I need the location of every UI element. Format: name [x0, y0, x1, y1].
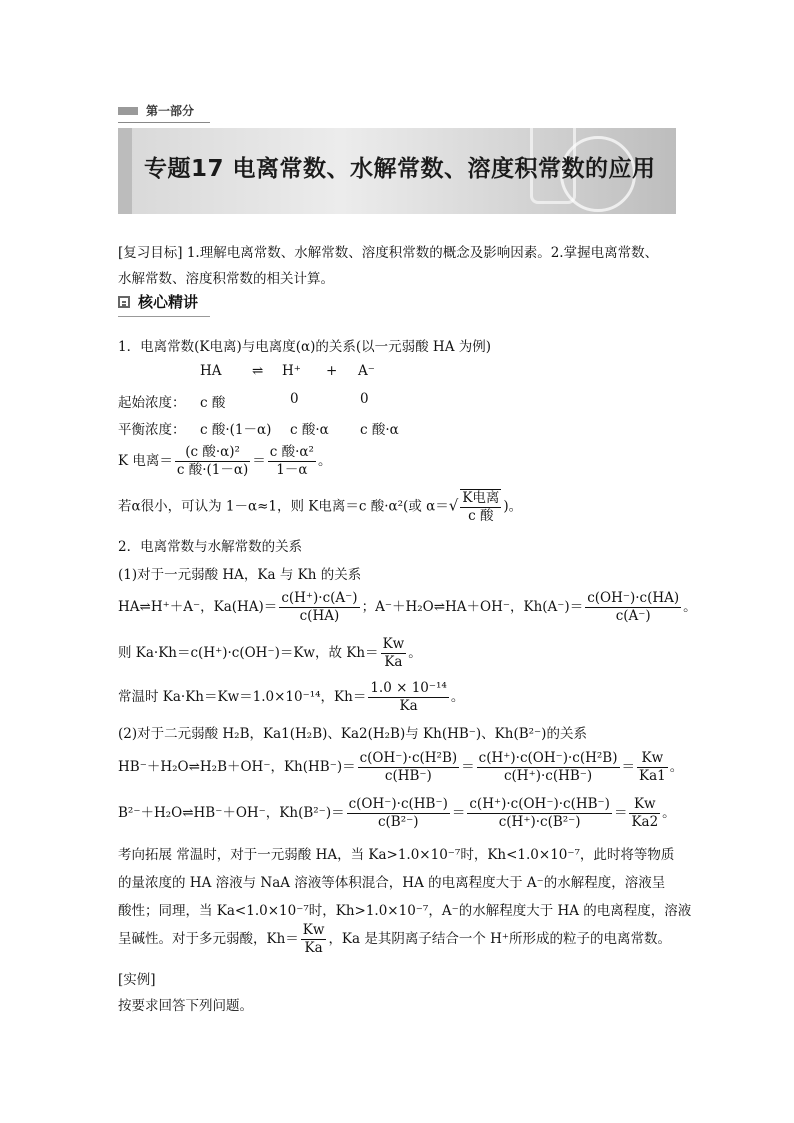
r2-den: Ka: [384, 654, 403, 670]
approx-line: [118, 489, 522, 525]
approx-text-a: 若α很小，可认为 1－α≈1，则 K电离＝c 酸·α²(或 α＝: [118, 498, 449, 515]
r4-equals-2: ＝: [621, 759, 635, 775]
extend-line4-a: 呈碱性。对于多元弱酸，Kh＝: [118, 931, 299, 947]
r1-f1-num: c(H⁺)·c(A⁻): [281, 590, 358, 606]
title-banner: [118, 128, 676, 214]
r4-fraction-3: [637, 750, 668, 785]
part-underline: [118, 122, 210, 123]
relation-3: [118, 680, 464, 715]
r2-end: 。: [408, 645, 422, 661]
part-label-bar: [118, 107, 138, 115]
start-c: c 酸: [200, 395, 226, 411]
r2-text-a: 则 Ka·Kh＝c(H⁺)·c(OH⁻)＝Kw，故 Kh＝: [118, 645, 379, 661]
eq-plus: +: [326, 363, 338, 379]
eq-c-h: c 酸·α: [290, 422, 329, 438]
r1-fraction-2: [585, 590, 681, 625]
s2-sub2: (2)对于二元弱酸 H₂B，Ka1(H₂B)、Ka2(H₂B)与 Kh(HB⁻)、Kh(B²⁻)的关系: [118, 726, 587, 742]
approx-den: c 酸: [468, 508, 494, 524]
list-icon: [118, 296, 130, 308]
extend-line3: 酸性；同理，当 Ka<1.0×10⁻⁷时，Kh>1.0×10⁻⁷，A⁻的水解程度大于 HA 的电离程度，溶液: [118, 903, 692, 919]
extend-num: Kw: [302, 922, 325, 938]
r5-text-a: B²⁻＋H₂O⇌HB⁻＋OH⁻，Kh(B²⁻)＝: [118, 805, 345, 821]
eq-a: A⁻: [358, 363, 375, 379]
k-formula: [118, 444, 331, 479]
r5-f1-den: c(B²⁻): [377, 814, 419, 830]
r5-equals-2: ＝: [613, 805, 628, 821]
k-equals: ＝: [252, 453, 266, 469]
r5-f2-num: c(H⁺)·c(OH⁻)·c(HB⁻): [469, 796, 610, 812]
extend-line2: 的量浓度的 HA 溶液与 NaA 溶液等体积混合，HA 的电离程度大于 A⁻的水解程度，溶液呈: [118, 875, 666, 891]
r1-end: 。: [683, 599, 697, 615]
relation-2: [118, 636, 422, 671]
eq-arrow: ⇌: [252, 363, 264, 379]
r5-f2-den: c(H⁺)·c(B²⁻): [498, 814, 581, 830]
k-lhs: K 电离＝: [118, 453, 173, 469]
k-end: 。: [317, 453, 332, 469]
r4-f3-den: Ka1: [639, 768, 666, 784]
r4-end: 。: [669, 759, 684, 775]
r3-fraction: [368, 680, 449, 715]
eq-c-a: c 酸·α: [360, 422, 399, 438]
relation-4: [118, 750, 683, 785]
r2-fraction: [381, 636, 407, 671]
banner-edge: [118, 128, 132, 214]
r4-f1-den: c(HB⁻): [384, 768, 432, 784]
r1-f2-den: c(A⁻): [615, 608, 651, 624]
r5-end: 。: [662, 805, 676, 821]
start-zero-h: 0: [290, 391, 299, 407]
r5-fraction-2: [467, 796, 612, 831]
r4-f2-den: c(H⁺)·c(HB⁻): [503, 768, 593, 784]
r4-f2-num: c(H⁺)·c(OH⁻)·c(H²B): [478, 750, 618, 766]
s2-heading: 2．电离常数与水解常数的关系: [118, 539, 303, 555]
relation-5: [118, 796, 676, 831]
k-f2-num: c 酸·α²: [269, 444, 314, 460]
section-header-rule: [118, 316, 210, 317]
eq-label: 平衡浓度：: [118, 422, 186, 438]
r3-den: Ka: [399, 698, 418, 714]
r4-f1-num: c(OH⁻)·c(H²B): [359, 750, 458, 766]
r3-end: 。: [450, 689, 465, 705]
sqrt-fraction: [460, 489, 501, 525]
extend-line4-b: ，Ka 是其阴离子结合一个 H⁺所形成的粒子的电离常数。: [328, 931, 672, 947]
review-goal-line2: 水解常数、溶度积常数的相关计算。: [118, 271, 334, 287]
page-title: 专题17 电离常数、水解常数、溶度积常数的应用: [144, 156, 656, 182]
s2-sub1: (1)对于一元弱酸 HA，Ka 与 Kh 的关系: [118, 567, 362, 583]
r4-equals: ＝: [461, 759, 475, 775]
start-zero-a: 0: [360, 391, 369, 407]
eq-c-ha: c 酸·(1－α): [200, 422, 272, 438]
extend-den: Ka: [304, 940, 323, 956]
extend-line1: 考向拓展 常温时，对于一元弱酸 HA，当 Ka>1.0×10⁻⁷时，Kh<1.0×10⁻⁷，此时将等物质: [118, 847, 675, 863]
r1-f2-num: c(OH⁻)·c(HA): [587, 590, 680, 606]
r4-fraction-1: [358, 750, 460, 785]
extend-fraction: [301, 922, 327, 957]
eq-ha: HA: [200, 363, 222, 379]
r4-fraction-2: [477, 750, 620, 785]
review-goal-line1: [复习目标] 1.理解电离常数、水解常数、溶度积常数的概念及影响因素。2.掌握电离常数、: [118, 245, 659, 261]
section-header: 核心精讲: [138, 293, 199, 311]
part-label-row: [118, 102, 210, 120]
approx-text-b: )。: [503, 498, 523, 515]
relation-1: [118, 590, 697, 625]
s1-heading: 1．电离常数(K电离)与电离度(α)的关系(以一元弱酸 HA 为例): [118, 339, 491, 355]
example-label: [实例]: [118, 972, 156, 988]
r1-text-a: HA⇌H⁺＋A⁻，Ka(HA)＝: [118, 599, 278, 615]
r5-fraction-3: [629, 796, 660, 831]
k-fraction-1: [175, 444, 250, 479]
k-f1-num: (c 酸·α)²: [175, 444, 250, 462]
r4-f3-num: Kw: [637, 750, 668, 768]
k-f1-den: c 酸·(1－α): [176, 462, 249, 478]
extend-line4: [118, 922, 671, 957]
r5-equals: ＝: [451, 805, 466, 821]
r5-fraction-1: [347, 796, 450, 831]
example-prompt: 按要求回答下列问题。: [118, 998, 253, 1014]
k-fraction-2: [268, 444, 316, 479]
r1-fraction-1: [279, 590, 359, 625]
approx-num: K电离: [462, 490, 500, 506]
k-f2-den: 1－α: [276, 462, 308, 478]
r3-num: 1.0 × 10⁻¹⁴: [370, 680, 447, 696]
r5-f3-num: Kw: [629, 796, 660, 814]
r2-num: Kw: [382, 636, 405, 652]
r1-f1-den: c(HA): [299, 608, 340, 624]
r5-f1-num: c(OH⁻)·c(HB⁻): [348, 796, 448, 812]
r3-text-a: 常温时 Ka·Kh＝Kw＝1.0×10⁻¹⁴，Kh＝: [118, 689, 367, 705]
r5-f3-den: Ka2: [631, 814, 659, 830]
start-label: 起始浓度：: [118, 395, 186, 411]
sqrt-sign: √: [448, 496, 459, 515]
r1-text-b: ；A⁻＋H₂O⇌HA＋OH⁻，Kh(A⁻)＝: [361, 599, 584, 615]
eq-h: H⁺: [282, 363, 301, 379]
part-label: 第一部分: [146, 104, 195, 118]
r4-text-a: HB⁻＋H₂O⇌H₂B＋OH⁻，Kh(HB⁻)＝: [118, 759, 356, 775]
